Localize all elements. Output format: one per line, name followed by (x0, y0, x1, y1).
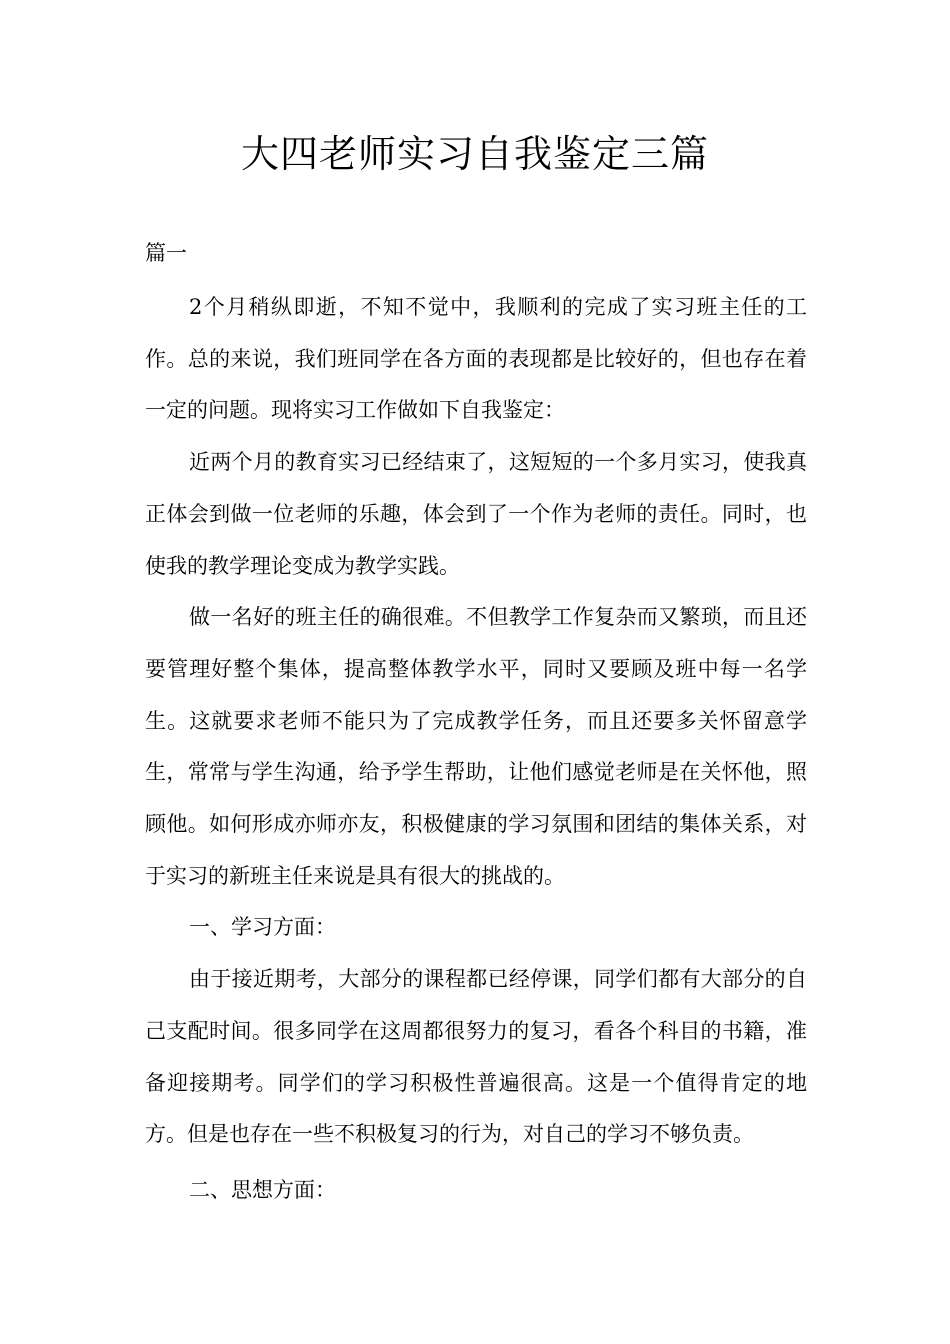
paragraph-2: 近两个月的教育实习已经结束了，这短短的一个多月实习，使我真正体会到做一位老师的乐趣，体会到了一个作为老师的责任。同时，也使我的教学理论变成为教学实践。 (145, 450, 807, 578)
paragraph-1: 2个月稍纵即逝，不知不觉中，我顺利的完成了实习班主任的工作。总的来说，我们班同学在各方面的表现都是比较好的，但也存在着一定的问题。现将实习工作做如下自我鉴定： (145, 295, 807, 423)
section-label: 篇一 (145, 241, 187, 265)
document-title: 大四老师实习自我鉴定三篇 (240, 132, 709, 176)
heading-study: 一、学习方面： (189, 915, 336, 940)
heading-thought: 二、思想方面： (189, 1177, 336, 1202)
paragraph-4: 由于接近期考，大部分的课程都已经停课，同学们都有大部分的自己支配时间。很多同学在这周都很努力的复习，看各个科目的书籍，准备迎接期考。同学们的学习积极性普遍很高。这是一个值得肯定的地方。但是也存在一些不积极复习的行为，对自己的学习不够负责。 (145, 967, 807, 1147)
document-body (145, 282, 807, 1217)
paragraph-3: 做一名好的班主任的确很难。不但教学工作复杂而又繁琐，而且还要管理好整个集体，提高整体教学水平，同时又要顾及班中每一名学生。这就要求老师不能只为了完成教学任务，而且还要多关怀留意学生，常常与学生沟通，给予学生帮助，让他们感觉老师是在关怀他，照顾他。如何形成亦师亦友，积极健康的学习氛围和团结的集体关系，对于实习的新班主任来说是具有很大的挑战的。 (145, 605, 807, 888)
